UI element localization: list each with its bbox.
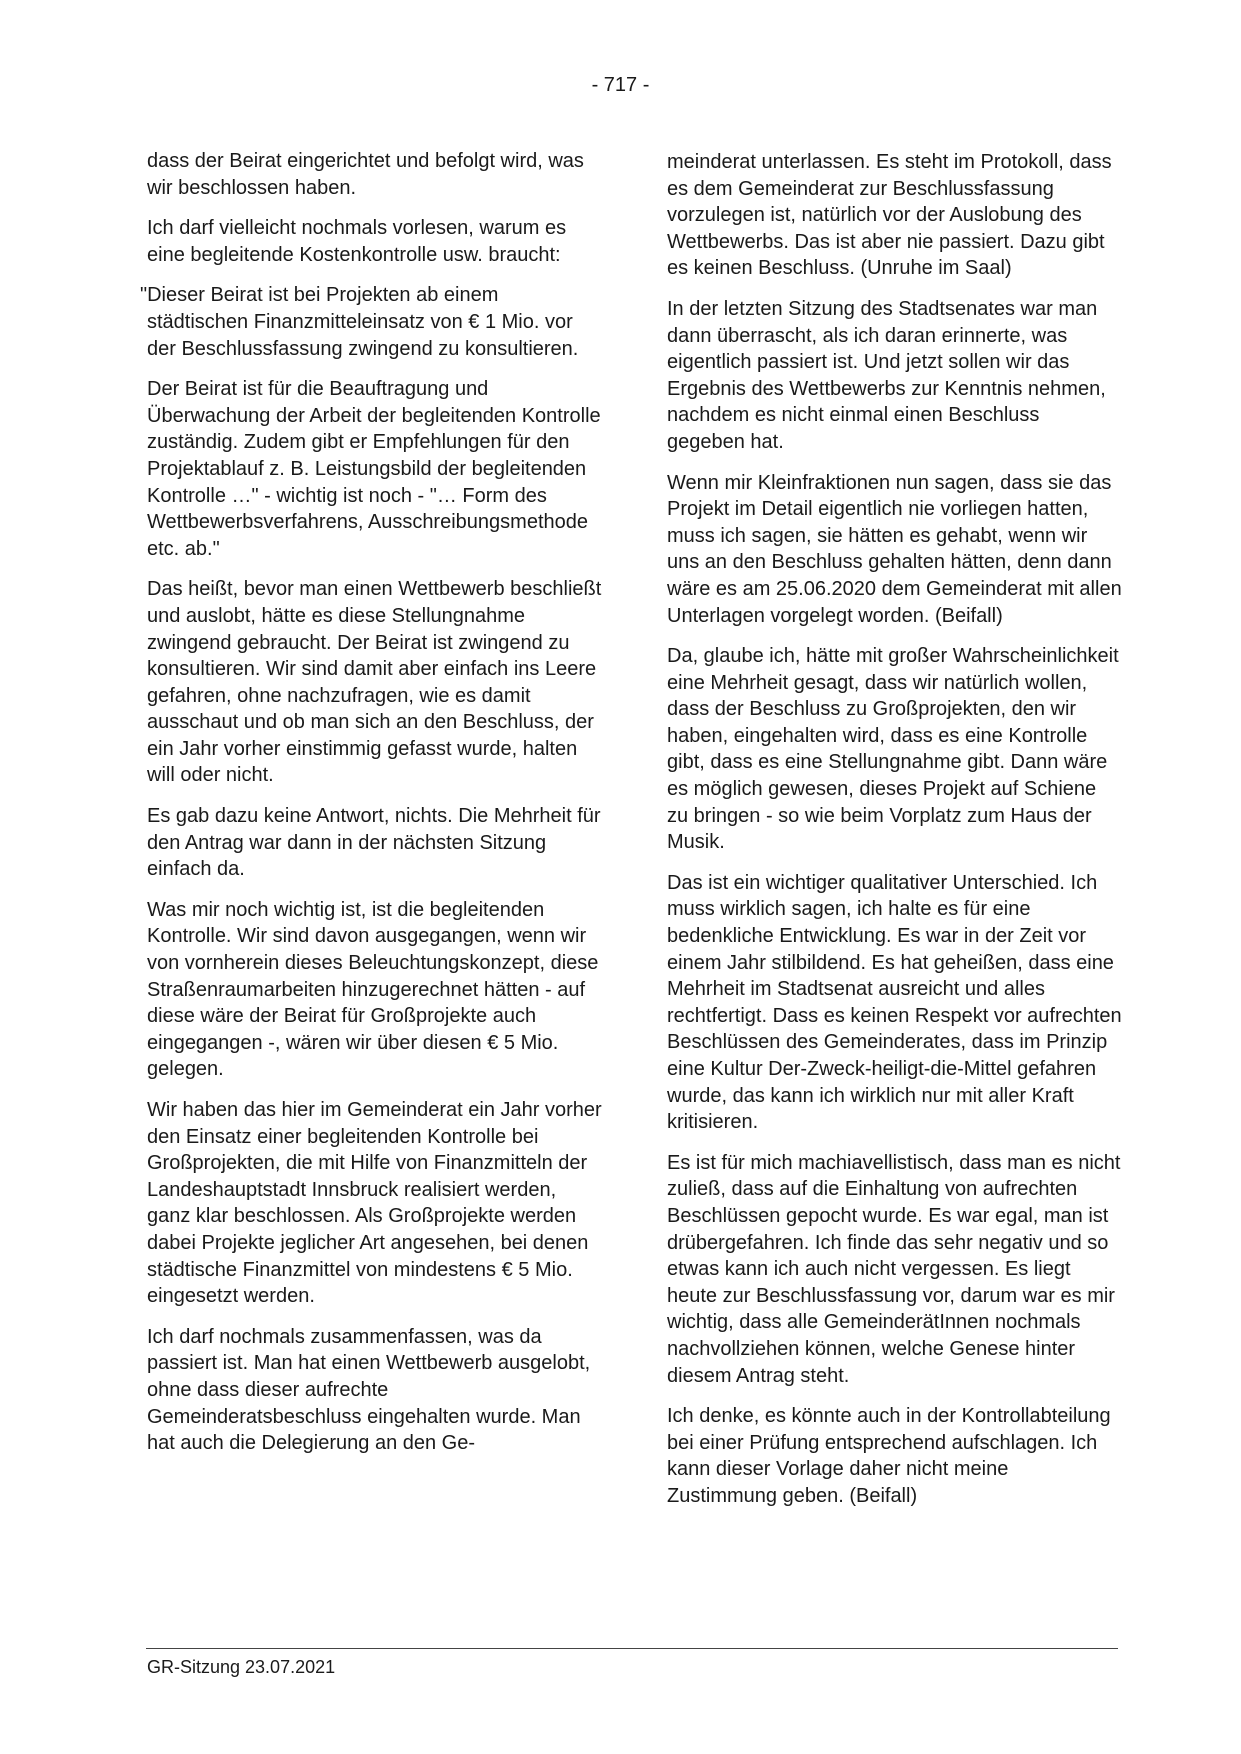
- paragraph: Da, glaube ich, hätte mit großer Wahrscheinlichkeit eine Mehrheit gesagt, dass wir natürlich wollen, dass der Beschluss zu Großprojekten, den wir haben, eingehalten wird, dass es eine Kontrolle gibt, dass es eine Stellungnahme gibt. Dann wäre es möglich gewesen, dieses Projekt auf Schiene zu bringen - so wie beim Vorplatz zum Haus der Musik.: [667, 645, 1119, 854]
- paragraph: In der letzten Sitzung des Stadtsenates war man dann überrascht, als ich daran erinnerte, was eigentlich passiert ist. Und jetzt sollen wir das Ergebnis des Wettbewerbs zur Kenntnis nehmen, nachdem es nicht einmal einen Beschluss gegeben hat.: [667, 297, 1106, 453]
- paragraph: Ich darf nochmals zusammenfassen, was da passiert ist. Man hat einen Wettbewerb ausgelobt, ohne dass dieser aufrechte Gemeinderatsbeschluss eingehalten wurde. Man hat auch die Delegierung an den Ge-: [147, 1325, 591, 1455]
- footer-divider: [146, 1648, 1118, 1649]
- paragraph: Was mir noch wichtig ist, ist die begleitenden Kontrolle. Wir sind davon ausgegangen, wenn wir von vornherein dieses Beleuchtungskonzept, diese Straßenraumarbeiten hinzugerechnet hätten - auf diese wäre der Beirat für Großprojekte auch eingegangen -, wären wir über diesen € 5 Mio. gelegen.: [147, 898, 599, 1081]
- paragraph: Wenn mir Kleinfraktionen nun sagen, dass sie das Projekt im Detail eigentlich nie vorliegen hatten, muss ich sagen, sie hätten es gehabt, wenn wir uns an den Beschluss gehalten hätten, denn dann wäre es am 25.06.2020 dem Gemeinderat mit allen Unterlagen vorgelegt worden. (Beifall): [667, 471, 1122, 627]
- quoted-paragraph: "Dieser Beirat ist bei Projekten ab einem städtischen Finanzmitteleinsatz von € 1 Mio. vor der Beschlussfassung zwingend zu konsultieren.: [140, 284, 579, 360]
- left-text-column: [140, 148, 602, 1471]
- footer-session-date: GR-Sitzung 23.07.2021: [147, 1657, 336, 1677]
- paragraph: meinderat unterlassen. Es steht im Protokoll, dass es dem Gemeinderat zur Beschlussfassung vorzulegen ist, natürlich vor der Auslobung des Wettbewerbs. Das ist aber nie passiert. Dazu gibt es keinen Beschluss. (Unruhe im Saal): [667, 151, 1112, 280]
- paragraph: dass der Beirat eingerichtet und befolgt wird, was wir beschlossen haben.: [147, 150, 584, 199]
- right-text-column: [667, 149, 1122, 1524]
- paragraph: Wir haben das hier im Gemeinderat ein Jahr vorher den Einsatz einer begleitenden Kontrolle bei Großprojekten, die mit Hilfe von Finanzmitteln der Landeshauptstadt Innsbruck realisiert werden, ganz klar beschlossen. Als Großprojekte werden dabei Projekte jeglicher Art angesehen, bei denen städtische Finanzmittel von mindestens € 5 Mio. eingesetzt werden.: [147, 1099, 602, 1308]
- paragraph: Ich darf vielleicht nochmals vorlesen, warum es eine begleitende Kostenkontrolle usw. braucht:: [147, 217, 567, 266]
- paragraph: Das ist ein wichtiger qualitativer Unterschied. Ich muss wirklich sagen, ich halte es für eine bedenkliche Entwicklung. Es war in der Zeit vor einem Jahr stilbildend. Es hat geheißen, dass eine Mehrheit im Stadtsenat ausreicht und alles rechtfertigt. Dass es keinen Respekt vor aufrechten Beschlüssen des Gemeinderates, dass im Prinzip eine Kultur Der-Zweck-heiligt-die-Mittel gefahren wurde, das kann ich wirklich nur mit aller Kraft kritisieren.: [667, 871, 1122, 1134]
- paragraph: Ich denke, es könnte auch in der Kontrollabteilung bei einer Prüfung entsprechend aufschlagen. Ich kann dieser Vorlage daher nicht meine Zustimmung geben. (Beifall): [667, 1405, 1111, 1507]
- quoted-paragraph: Der Beirat ist für die Beauftragung und Überwachung der Arbeit der begleitenden Kontrolle zuständig. Zudem gibt er Empfehlungen für den Projektablauf z. B. Leistungsbild der begleitenden Kontrolle …" - wichtig ist noch - "… Form des Wettbewerbsverfahrens, Ausschreibungsmethode etc. ab.": [147, 378, 601, 560]
- paragraph: Es ist für mich machiavellistisch, dass man es nicht zuließ, dass auf die Einhaltung von aufrechten Beschlüssen gepocht wurde. Es war egal, man ist drübergefahren. Ich finde das sehr negativ und so etwas kann ich auch nicht vergessen. Es liegt heute zur Beschlussfassung vor, darum war es mir wichtig, dass alle GemeinderätInnen nochmals nachvollziehen können, welche Genese hinter diesem Antrag steht.: [667, 1151, 1121, 1387]
- page-number: - 717 -: [591, 74, 650, 96]
- paragraph: Das heißt, bevor man einen Wettbewerb beschließt und auslobt, hätte es diese Stellungnahme zwingend gebraucht. Der Beirat ist zwingend zu konsultieren. Wir sind damit aber einfach ins Leere gefahren, ohne nachzufragen, wie es damit ausschaut und ob man sich an den Beschluss, der ein Jahr vorher einstimmig gefasst wurde, halten will oder nicht.: [147, 578, 602, 787]
- paragraph: Es gab dazu keine Antwort, nichts. Die Mehrheit für den Antrag war dann in der nächsten Sitzung einfach da.: [147, 805, 601, 881]
